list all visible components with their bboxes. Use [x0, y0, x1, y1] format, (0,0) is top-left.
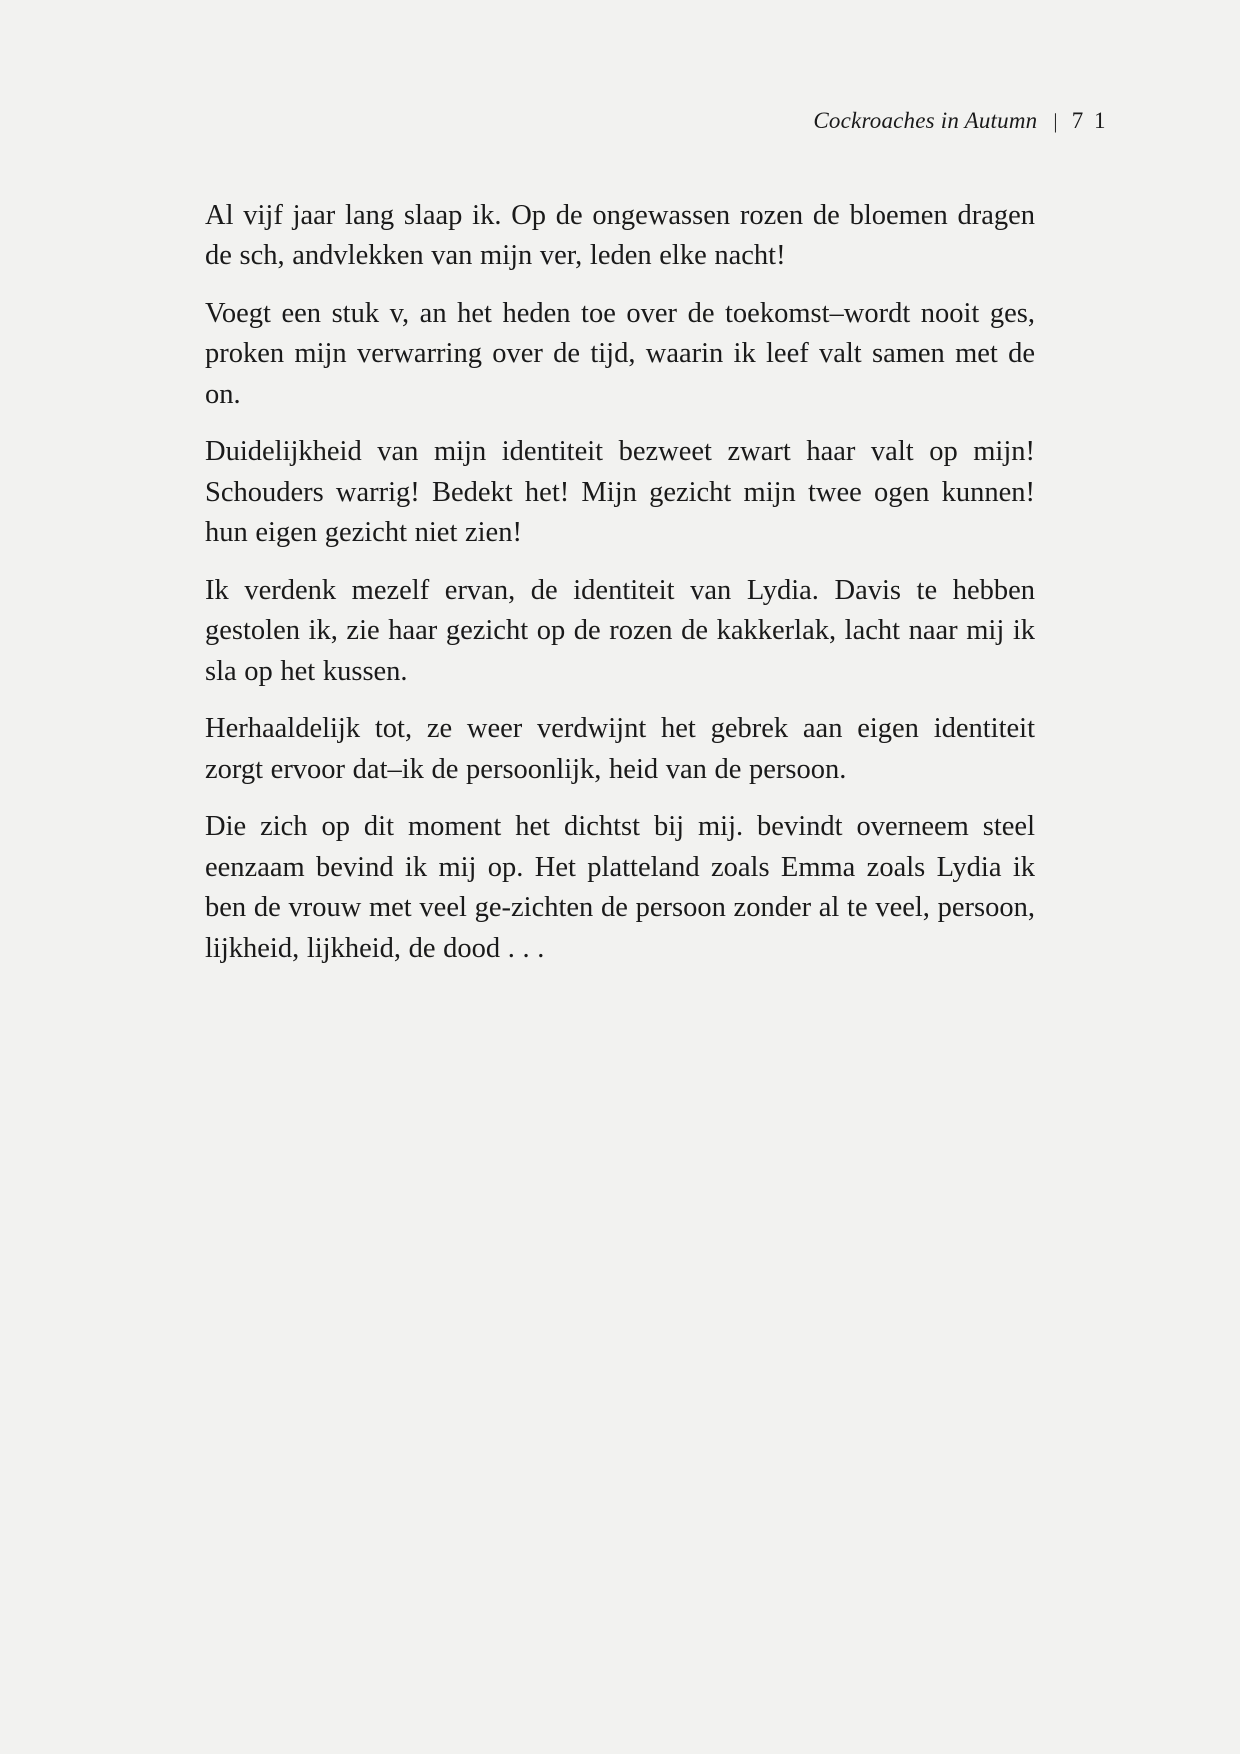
paragraph: Die zich op dit moment het dichtst bij mij. bevindt overneem steel eenzaam bevind ik mij op. Het platteland zoals Emma zoals Lydia ik ben de vrouw met veel ge-zichten de persoon zonder al te veel, persoon, lijkheid, lijkheid, de dood . . .: [205, 811, 1035, 964]
page-header: [0, 108, 1108, 134]
page-number: 7 1: [1071, 108, 1108, 133]
paragraph: Voegt een stuk v, an het heden toe over de toekomst–wordt nooit ges, proken mijn verwarring over de tijd, waarin ik leef valt samen met de on.: [205, 297, 1035, 410]
paragraph: Duidelijkheid van mijn identiteit bezweet zwart haar valt op mijn! Schouders warrig! Bedekt het! Mijn gezicht mijn twee ogen kunnen! hun eigen gezicht niet zien!: [205, 436, 1035, 549]
body-text: [205, 196, 1035, 969]
paragraph: Herhaaldelijk tot, ze weer verdwijnt het gebrek aan eigen identiteit zorgt ervoor dat–ik de persoonlijk, heid van de persoon.: [205, 713, 1035, 785]
book-title: Cockroaches in Autumn: [813, 108, 1038, 133]
paragraph: Ik verdenk mezelf ervan, de identiteit van Lydia. Davis te hebben gestolen ik, zie haar gezicht op de rozen de kakkerlak, lacht naar mij ik sla op het kussen.: [205, 574, 1035, 687]
paragraph: Al vijf jaar lang slaap ik. Op de ongewassen rozen de bloemen dragen de sch, andvlekken van mijn ver, leden elke nacht!: [205, 200, 1035, 272]
header-separator: |: [1053, 109, 1058, 133]
